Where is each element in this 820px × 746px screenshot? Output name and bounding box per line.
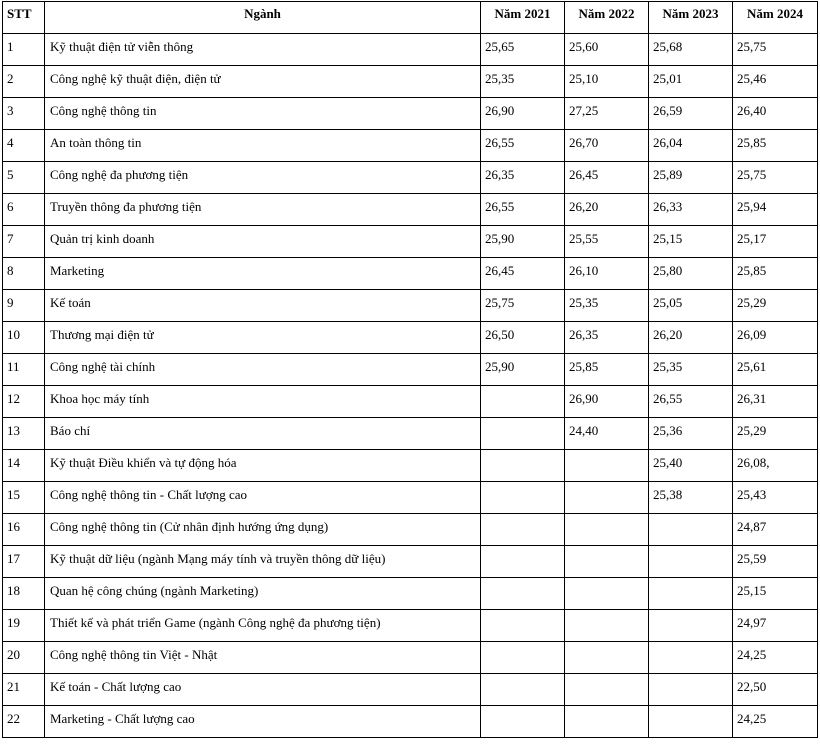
- cell-score-2023: 26,33: [649, 194, 733, 226]
- table-row: [3, 482, 818, 514]
- table-row: [3, 258, 818, 290]
- cell-score-2024: 25,43: [733, 482, 818, 514]
- cell-major: Công nghệ thông tin Việt - Nhật: [45, 642, 481, 674]
- cell-score-2021: [481, 610, 565, 642]
- cell-score-2022: [565, 482, 649, 514]
- cell-score-2024: 25,61: [733, 354, 818, 386]
- cell-stt: 21: [3, 674, 45, 706]
- cell-stt: 14: [3, 450, 45, 482]
- cell-score-2024: 25,59: [733, 546, 818, 578]
- cell-score-2022: [565, 674, 649, 706]
- cell-score-2022: [565, 610, 649, 642]
- cell-score-2024: 24,25: [733, 706, 818, 738]
- cell-major: Kỹ thuật dữ liệu (ngành Mạng máy tính và truyền thông dữ liệu): [45, 546, 481, 578]
- cell-score-2024: 25,15: [733, 578, 818, 610]
- cell-score-2024: 25,29: [733, 418, 818, 450]
- cell-score-2024: 25,85: [733, 258, 818, 290]
- cell-major: Công nghệ kỹ thuật điện, điện tử: [45, 66, 481, 98]
- table-row: [3, 322, 818, 354]
- cell-score-2023: [649, 674, 733, 706]
- cell-score-2023: [649, 642, 733, 674]
- table-row: [3, 290, 818, 322]
- cell-score-2024: 25,94: [733, 194, 818, 226]
- cell-score-2021: [481, 578, 565, 610]
- table-row: [3, 354, 818, 386]
- cell-score-2024: 24,97: [733, 610, 818, 642]
- cell-score-2021: 25,90: [481, 354, 565, 386]
- table-header-row: [3, 2, 818, 34]
- header-year-2022: Năm 2022: [565, 2, 649, 34]
- cell-score-2023: 25,40: [649, 450, 733, 482]
- cell-score-2021: 25,35: [481, 66, 565, 98]
- cell-score-2023: 25,80: [649, 258, 733, 290]
- cell-stt: 10: [3, 322, 45, 354]
- cell-score-2022: 27,25: [565, 98, 649, 130]
- table-row: [3, 386, 818, 418]
- cell-score-2021: [481, 386, 565, 418]
- cell-score-2021: 25,75: [481, 290, 565, 322]
- cell-major: Công nghệ thông tin (Cử nhân định hướng ứng dụng): [45, 514, 481, 546]
- cell-score-2021: 26,55: [481, 130, 565, 162]
- admission-scores-table: [2, 1, 818, 738]
- cell-major: Kỹ thuật Điều khiển và tự động hóa: [45, 450, 481, 482]
- cell-stt: 19: [3, 610, 45, 642]
- cell-major: An toàn thông tin: [45, 130, 481, 162]
- cell-score-2022: [565, 450, 649, 482]
- cell-score-2024: 26,09: [733, 322, 818, 354]
- cell-score-2023: [649, 578, 733, 610]
- cell-stt: 7: [3, 226, 45, 258]
- cell-score-2024: 26,08,: [733, 450, 818, 482]
- cell-score-2023: 26,04: [649, 130, 733, 162]
- cell-score-2021: [481, 546, 565, 578]
- cell-score-2023: 26,55: [649, 386, 733, 418]
- cell-score-2023: 25,89: [649, 162, 733, 194]
- cell-major: Công nghệ thông tin: [45, 98, 481, 130]
- cell-stt: 13: [3, 418, 45, 450]
- cell-score-2021: [481, 642, 565, 674]
- header-year-2024: Năm 2024: [733, 2, 818, 34]
- cell-score-2021: [481, 418, 565, 450]
- cell-major: Kế toán: [45, 290, 481, 322]
- cell-score-2023: [649, 546, 733, 578]
- cell-score-2021: 26,90: [481, 98, 565, 130]
- table-row: [3, 450, 818, 482]
- cell-score-2024: 25,17: [733, 226, 818, 258]
- cell-score-2022: 26,20: [565, 194, 649, 226]
- cell-stt: 8: [3, 258, 45, 290]
- cell-score-2024: 26,40: [733, 98, 818, 130]
- cell-score-2021: [481, 450, 565, 482]
- cell-score-2022: 24,40: [565, 418, 649, 450]
- cell-major: Thiết kế và phát triển Game (ngành Công nghệ đa phương tiện): [45, 610, 481, 642]
- cell-stt: 6: [3, 194, 45, 226]
- cell-score-2022: 25,35: [565, 290, 649, 322]
- table-row: [3, 130, 818, 162]
- cell-stt: 17: [3, 546, 45, 578]
- cell-major: Marketing: [45, 258, 481, 290]
- cell-stt: 22: [3, 706, 45, 738]
- cell-score-2024: 25,75: [733, 162, 818, 194]
- cell-score-2024: 25,29: [733, 290, 818, 322]
- cell-score-2023: 25,15: [649, 226, 733, 258]
- cell-major: Kế toán - Chất lượng cao: [45, 674, 481, 706]
- cell-score-2023: 26,20: [649, 322, 733, 354]
- cell-score-2022: 25,10: [565, 66, 649, 98]
- cell-score-2022: 26,35: [565, 322, 649, 354]
- cell-score-2022: [565, 514, 649, 546]
- cell-score-2023: 25,36: [649, 418, 733, 450]
- table-row: [3, 418, 818, 450]
- cell-major: Thương mại điện tử: [45, 322, 481, 354]
- cell-score-2023: 25,35: [649, 354, 733, 386]
- table-row: [3, 610, 818, 642]
- cell-major: Báo chí: [45, 418, 481, 450]
- cell-score-2023: [649, 706, 733, 738]
- cell-stt: 11: [3, 354, 45, 386]
- cell-score-2024: 25,75: [733, 34, 818, 66]
- cell-score-2022: 26,90: [565, 386, 649, 418]
- cell-major: Kỹ thuật điện tử viễn thông: [45, 34, 481, 66]
- cell-score-2022: 26,70: [565, 130, 649, 162]
- cell-score-2021: 26,45: [481, 258, 565, 290]
- table-row: [3, 194, 818, 226]
- cell-score-2021: 25,65: [481, 34, 565, 66]
- table-row: [3, 162, 818, 194]
- cell-score-2022: [565, 706, 649, 738]
- table-row: [3, 706, 818, 738]
- table-row: [3, 674, 818, 706]
- header-year-2023: Năm 2023: [649, 2, 733, 34]
- table-row: [3, 642, 818, 674]
- cell-score-2023: 25,68: [649, 34, 733, 66]
- cell-major: Truyền thông đa phương tiện: [45, 194, 481, 226]
- cell-major: Quản trị kinh doanh: [45, 226, 481, 258]
- table-row: [3, 66, 818, 98]
- cell-score-2022: [565, 546, 649, 578]
- header-major: Ngành: [45, 2, 481, 34]
- cell-stt: 4: [3, 130, 45, 162]
- cell-score-2024: 26,31: [733, 386, 818, 418]
- cell-major: Khoa học máy tính: [45, 386, 481, 418]
- cell-score-2022: [565, 578, 649, 610]
- cell-stt: 18: [3, 578, 45, 610]
- cell-score-2023: 26,59: [649, 98, 733, 130]
- cell-stt: 15: [3, 482, 45, 514]
- cell-stt: 1: [3, 34, 45, 66]
- cell-major: Marketing - Chất lượng cao: [45, 706, 481, 738]
- cell-score-2021: 25,90: [481, 226, 565, 258]
- cell-score-2022: 25,55: [565, 226, 649, 258]
- cell-major: Quan hệ công chúng (ngành Marketing): [45, 578, 481, 610]
- cell-score-2022: 26,45: [565, 162, 649, 194]
- table-row: [3, 546, 818, 578]
- cell-stt: 3: [3, 98, 45, 130]
- cell-score-2022: 25,85: [565, 354, 649, 386]
- cell-stt: 20: [3, 642, 45, 674]
- cell-score-2021: [481, 514, 565, 546]
- cell-score-2023: 25,01: [649, 66, 733, 98]
- cell-score-2024: 25,85: [733, 130, 818, 162]
- header-year-2021: Năm 2021: [481, 2, 565, 34]
- cell-score-2021: [481, 482, 565, 514]
- cell-score-2022: 26,10: [565, 258, 649, 290]
- cell-score-2024: 24,87: [733, 514, 818, 546]
- table-row: [3, 98, 818, 130]
- cell-score-2022: 25,60: [565, 34, 649, 66]
- cell-score-2023: [649, 610, 733, 642]
- cell-score-2024: 24,25: [733, 642, 818, 674]
- cell-score-2021: 26,35: [481, 162, 565, 194]
- header-stt: STT: [3, 2, 45, 34]
- cell-score-2021: 26,50: [481, 322, 565, 354]
- cell-score-2024: 25,46: [733, 66, 818, 98]
- cell-score-2021: [481, 706, 565, 738]
- table-row: [3, 226, 818, 258]
- cell-stt: 9: [3, 290, 45, 322]
- table-row: [3, 578, 818, 610]
- cell-major: Công nghệ tài chính: [45, 354, 481, 386]
- cell-stt: 12: [3, 386, 45, 418]
- cell-score-2021: 26,55: [481, 194, 565, 226]
- cell-score-2023: 25,05: [649, 290, 733, 322]
- cell-major: Công nghệ thông tin - Chất lượng cao: [45, 482, 481, 514]
- cell-score-2023: 25,38: [649, 482, 733, 514]
- cell-score-2023: [649, 514, 733, 546]
- cell-score-2024: 22,50: [733, 674, 818, 706]
- cell-score-2022: [565, 642, 649, 674]
- cell-stt: 16: [3, 514, 45, 546]
- cell-stt: 5: [3, 162, 45, 194]
- table-row: [3, 514, 818, 546]
- cell-major: Công nghệ đa phương tiện: [45, 162, 481, 194]
- cell-score-2021: [481, 674, 565, 706]
- cell-stt: 2: [3, 66, 45, 98]
- table-row: [3, 34, 818, 66]
